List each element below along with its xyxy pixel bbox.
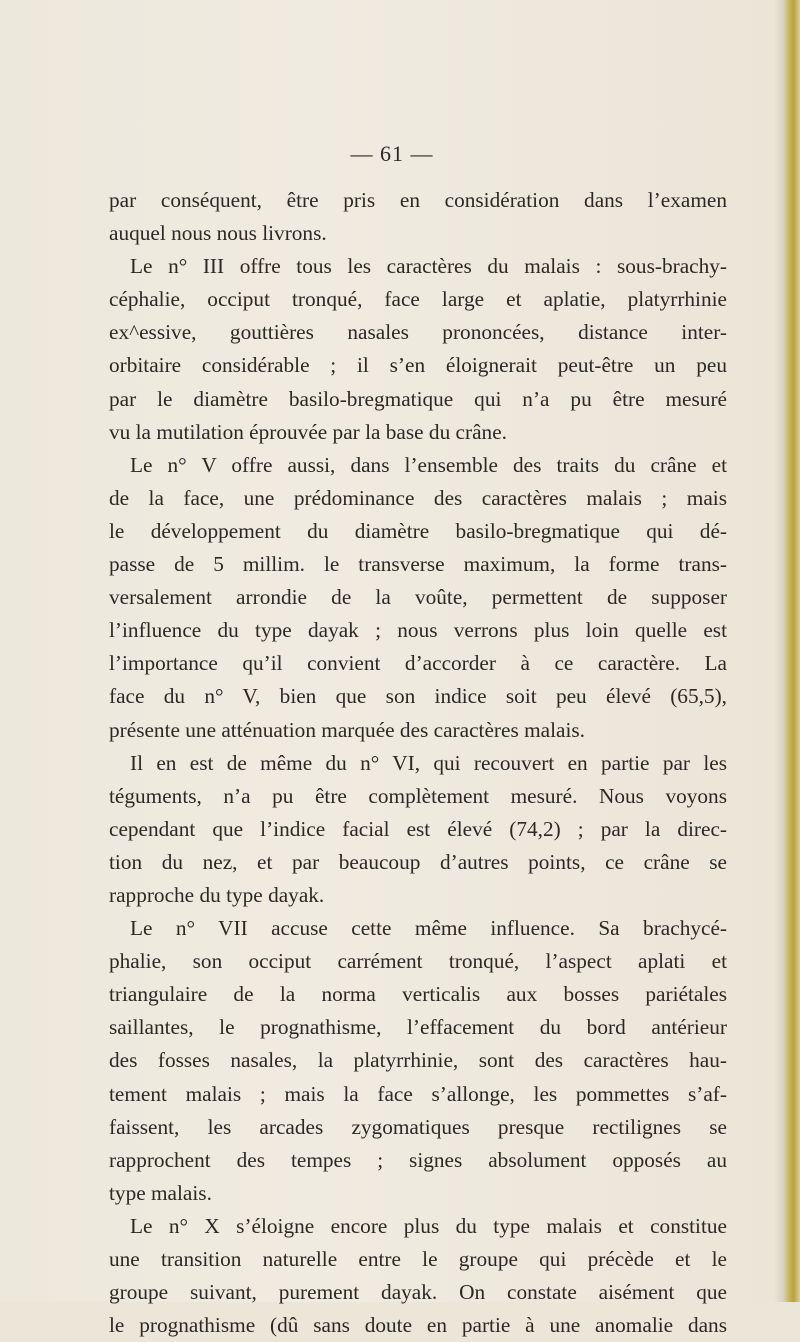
text-line: versalement arrondie de la voûte, permettent de supposer xyxy=(109,585,727,610)
text-line: auquel nous nous livrons. xyxy=(109,221,327,246)
text-line: triangulaire de la norma verticalis aux bosses pariétales xyxy=(109,982,727,1007)
text-line: le développement du diamètre basilo-bregmatique qui dé- xyxy=(109,518,727,543)
text-line: par le diamètre basilo-bregmatique qui n’a pu être mesuré xyxy=(109,386,727,411)
text-line: Le n° V offre aussi, dans l’ensemble des traits du crâne et xyxy=(130,452,727,477)
page-edge xyxy=(784,0,800,1302)
text-line: Le n° III offre tous les caractères du malais : sous-brachy- xyxy=(130,254,727,279)
text-line: face du n° V, bien que son indice soit peu élevé (65,5), xyxy=(109,684,727,709)
text-line: rapprochent des tempes ; signes absolument opposés au xyxy=(109,1147,727,1172)
text-line: saillantes, le prognathisme, l’effacement du bord antérieur xyxy=(109,1015,727,1040)
text-line: phalie, son occiput carrément tronqué, l’aspect aplati et xyxy=(109,949,727,974)
text-line: vu la mutilation éprouvée par la base du crâne. xyxy=(109,419,507,444)
text-line: présente une atténuation marquée des caractères malais. xyxy=(109,717,585,742)
text-line: type malais. xyxy=(109,1180,212,1205)
page-gutter-shadow xyxy=(774,0,784,1302)
text-line: groupe suivant, purement dayak. On constate aisément que xyxy=(109,1280,727,1305)
text-line: des fosses nasales, la platyrrhinie, sont des caractères hau- xyxy=(109,1048,727,1073)
text-line: céphalie, occiput tronqué, face large et aplatie, platyrrhinie xyxy=(109,287,727,312)
text-line: le prognathisme (dû sans doute en partie à une anomalie dans xyxy=(109,1313,727,1338)
text-line: l’influence du type dayak ; nous verrons plus loin quelle est xyxy=(109,618,727,643)
text-line: faissent, les arcades zygomatiques presque rectilignes se xyxy=(109,1114,727,1139)
text-line: une transition naturelle entre le groupe qui précède et le xyxy=(109,1247,727,1271)
page-number: — 61 — xyxy=(350,141,434,166)
text-line: tion du nez, et par beaucoup d’autres points, ce crâne se xyxy=(109,849,727,874)
text-line: téguments, n’a pu être complètement mesuré. Nous voyons xyxy=(109,783,727,808)
body-text xyxy=(109,184,727,1342)
text-line: Il en est de même du n° VI, qui recouvert en partie par les xyxy=(130,750,727,775)
text-line: tement malais ; mais la face s’allonge, les pommettes s’af- xyxy=(109,1081,727,1106)
text-line: cependant que l’indice facial est élevé (74,2) ; par la direc- xyxy=(109,816,727,841)
text-line: passe de 5 millim. le transverse maximum, la forme trans- xyxy=(109,552,727,577)
text-line: l’importance qu’il convient d’accorder à ce caractère. La xyxy=(109,651,727,676)
text-line: orbitaire considérable ; il s’en éloignerait peut-être un peu xyxy=(109,353,727,378)
text-line: par conséquent, être pris en considération dans l’examen xyxy=(109,188,727,212)
text-line: ex^essive, gouttières nasales prononcées, distance inter- xyxy=(109,320,727,345)
text-line: rapproche du type dayak. xyxy=(109,882,325,907)
text-line: Le n° X s’éloigne encore plus du type malais et constitue xyxy=(130,1213,727,1238)
text-line: Le n° VII accuse cette même influence. Sa brachycé- xyxy=(130,916,727,941)
text-line: de la face, une prédominance des caractères malais ; mais xyxy=(109,485,727,510)
